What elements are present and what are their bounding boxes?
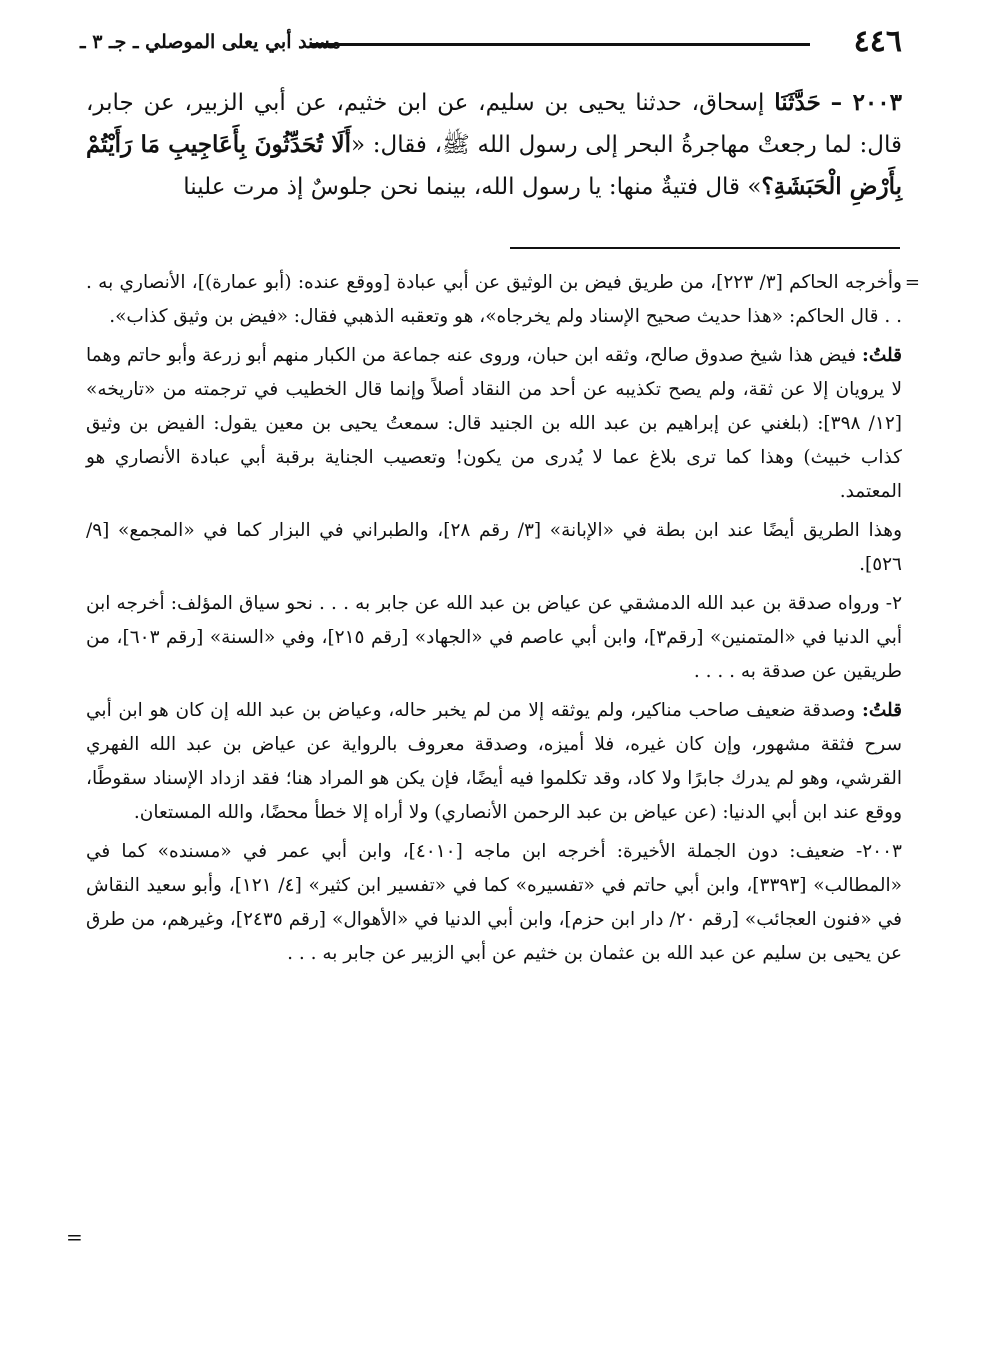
footnotes xyxy=(86,266,920,976)
footnote xyxy=(86,694,902,830)
hadith-number: ٢٠٠٣ – xyxy=(830,89,902,116)
footnote-text: وأخرجه الحاكم [٣/ ٢٢٣]، من طريق فيض بن الوثيق عن أبي عبادة [ووقع عنده: (أبو عمارة)]، الأنصاري به . . . قال الحاكم: «هذا حديث صحيح الإسناد ولم يخرجاه»، هو وتعقبه الذهبي فقال: «فيض بن وثيق كذاب». xyxy=(86,272,902,327)
footnote xyxy=(86,339,902,509)
continuation-mark: = xyxy=(904,272,920,293)
footnote-text: فيض هذا شيخ صدوق صالح، وثقه ابن حبان، وروى عنه جماعة من الكبار منهم أبو زرعة وأبو حاتم وهما لا يرويان إلا عن ثقة، ولم يصح تكذيبه عن أحد من النقاد أصلاً وإنما قال الخطيب في ترجمته من «تاريخه» [١٢/ ٣٩٨]: (بلغني عن إبراهيم بن عبد الله بن الجنيد قال: سمعتُ يحيى بن معين يقول: الفيض بن وثيق كذاب خبيث) وهذا كما ترى بلاغ عما لا يُدرى من يكون! وتعصيب الجناية برقبة أبي عبادة الأنصاري هو المعتمد. xyxy=(86,345,902,502)
page-header xyxy=(80,22,902,62)
footnote xyxy=(86,514,902,582)
page-number: ٤٤٦ xyxy=(853,24,902,59)
footnote xyxy=(86,587,902,689)
running-title: مسند أبي يعلى الموصلي ـ جـ ٣ ـ xyxy=(80,31,341,53)
footnote xyxy=(86,266,920,334)
hadith-intro: حَدَّثَنَا xyxy=(774,89,821,116)
footnote-text: ٢٠٠٣- ضعيف: دون الجملة الأخيرة: أخرجه ابن ماجه [٤٠١٠]، وابن أبي عمر في «مسنده» كما في «المطالب» [٣٣٩٣]، وابن أبي حاتم في «تفسيره» كما في «تفسير ابن كثير» [٤/ ١٢١]، وأبو سعيد النقاش في «فنون العجائب» [رقم ٢٠/ دار ابن حزم]، وابن أبي الدنيا في «الأهوال» [رقم ٢٤٣٥]، وغيرهم، من طرق عن يحيى بن سليم عن عبد الله بن عثمان بن خثيم عن أبي الزبير عن جابر به . . . xyxy=(86,841,903,964)
hadith-text xyxy=(86,82,902,208)
footnote-lead: قلتُ: xyxy=(862,700,902,721)
hadith-text-part2: » قال فتيةٌ منها: يا رسول الله، بينما نحن جلوسٌ إذ مرت علينا xyxy=(183,174,762,200)
footnote-text: ٢- ورواه صدقة بن عبد الله الدمشقي عن عياض بن عبد الله عن جابر به . . . نحو سياق المؤلف: أخرجه ابن أبي الدنيا في «المتمنين» [رقم٣]، وابن أبي عاصم في «الجهاد» [رقم ٢١٥]، وفي «السنة» [رقم ٦٠٣]، من طريقين عن صدقة به . . . . xyxy=(86,593,903,682)
header-rule xyxy=(312,43,810,46)
footnote xyxy=(86,835,902,971)
footnote-text: وهذا الطريق أيضًا عند ابن بطة في «الإبانة» [٣/ رقم ٢٨]، والطبراني في البزار كما في «المجمع» [٩/ ٥٢٦]. xyxy=(86,520,902,575)
footnote-divider xyxy=(510,247,900,249)
footnote-text: وصدقة ضعيف صاحب مناكير، ولم يوثقه إلا من لم يخبر حاله، وعياض بن عبد الله إن كان هو ابن أبي سرح فثقة مشهور، وإن كان غيره، فلا أميزه، وصدقة معروف بالرواية عن عياض بن عبد الله الفهري القرشي، وهو لم يدرك جابرًا ولا كاد، وقد تكلموا فيه أيضًا، فإن يكن هو المراد هنا؛ فقد ازداد الإسناد سقوطًا، ووقع عند ابن أبي الدنيا: (عن عياض بن عبد الرحمن الأنصاري) ولا أراه إلا خطأ محضًا، والله المستعان. xyxy=(86,700,902,823)
prophet-quote: أَلَا تُحَدِّثُونَ بِأَعَاجِيبِ مَا رَأَيْتُمْ بِأَرْضِ الْحَبَشَةِ؟ xyxy=(86,131,902,200)
end-continuation-mark: = xyxy=(66,1225,83,1249)
hadith-text-part1: إسحاق، حدثنا يحيى بن سليم، عن ابن خثيم، عن أبي الزبير، عن جابر، قال: لما رجعتْ مهاجرةُ البحر إلى رسول الله ﷺ، فقال: « xyxy=(86,90,902,158)
footnote-lead: قلتُ: xyxy=(862,345,902,366)
